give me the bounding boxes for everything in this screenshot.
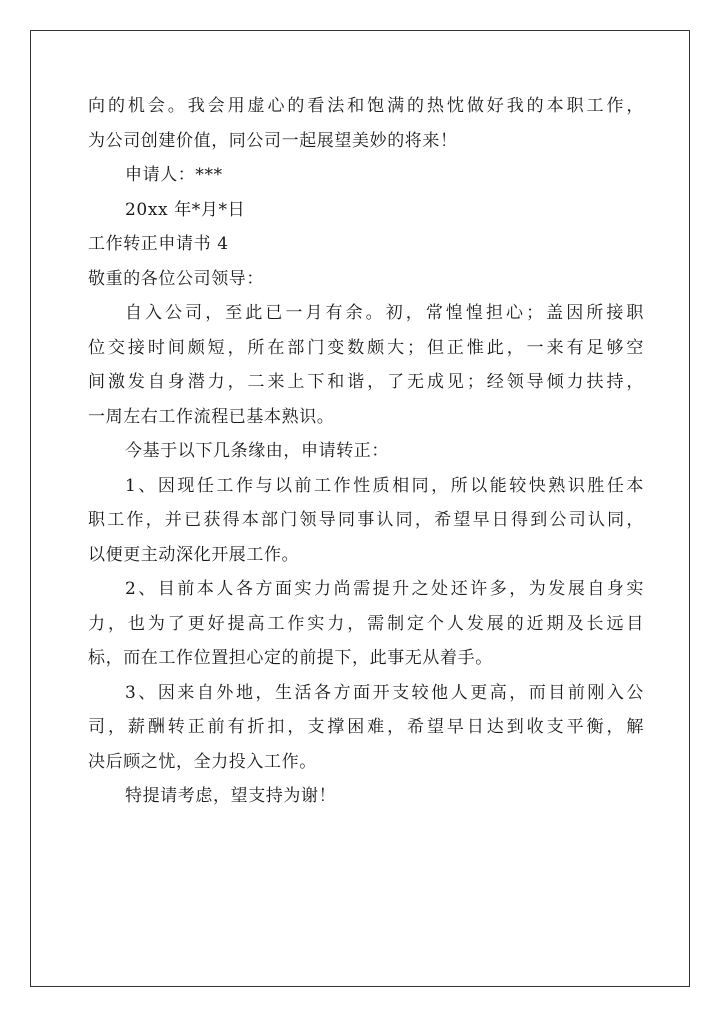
body-line: 间激发自身潜力，二来上下和谐，了无成见；经领导倾力扶持， — [88, 372, 644, 392]
document-body — [88, 89, 644, 814]
reason-item-1: 1、因现任工作与以前工作性质相同，所以能较快熟识胜任本 — [125, 475, 644, 496]
applicant-line: 申请人：*** — [125, 165, 223, 185]
body-line: 位交接时间颇短，所在部门变数颇大；但正惟此，一来有足够空 — [88, 337, 644, 358]
body-line: 向的机会。我会用虚心的看法和饱满的热忱做好我的本职工作， — [88, 96, 644, 116]
reason-item-2: 2、目前本人各方面实力尚需提升之处还许多，为发展自身实 — [125, 579, 644, 599]
reason-item-3: 3、因来自外地，生活各方面开支较他人更高，而目前刚入公 — [125, 682, 644, 703]
body-line: 力，也为了更好提高工作实力，需制定个人发展的近期及长远目 — [88, 613, 644, 634]
body-line: 决后顾之忧，全力投入工作。 — [88, 751, 317, 772]
closing-line: 特提请考虑，望支持为谢！ — [125, 786, 337, 806]
body-line: 职工作，并已获得本部门领导同事认同，希望早日得到公司认同， — [88, 510, 644, 530]
salutation: 敬重的各位公司领导： — [88, 268, 264, 289]
date-line: 20xx 年*月*日 — [125, 199, 246, 220]
section-title: 工作转正申请书 4 — [88, 234, 229, 254]
body-line: 以便更主动深化开展工作。 — [88, 544, 300, 565]
body-line: 今基于以下几条缘由，申请转正： — [125, 441, 389, 461]
body-line: 标，而在工作位置担心定的前提下，此事无从着手。 — [88, 648, 493, 668]
body-line: 一周左右工作流程已基本熟识。 — [88, 406, 335, 427]
body-line: 司，薪酬转正前有折扣，支撑困难，希望早日达到收支平衡，解 — [88, 717, 644, 737]
body-line: 自入公司，至此已一月有余。初，常惶惶担心；盖因所接职 — [125, 303, 644, 323]
body-line: 为公司创建价值，同公司一起展望美妙的将来！ — [88, 130, 458, 151]
